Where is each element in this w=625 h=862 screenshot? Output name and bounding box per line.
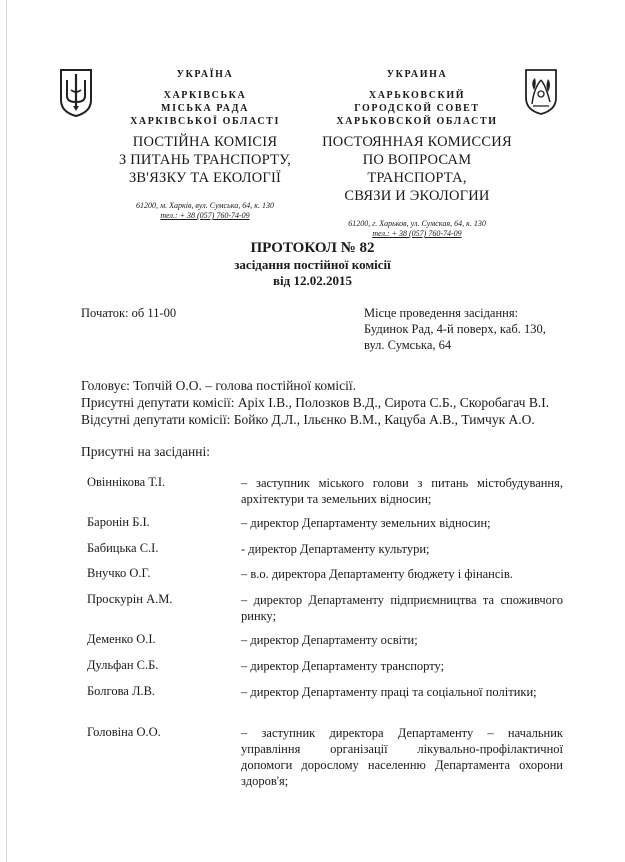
attendee-role: – директор Департаменту транспорту; (241, 659, 445, 673)
attendee-name: Дульфан С.Б. (87, 658, 159, 672)
commission-ru-line-3: СВЯЗИ И ЭКОЛОГИИ (344, 188, 490, 204)
attendee-role: – директор Департаменту підприємництва та споживчого ринку; (241, 593, 563, 623)
present-deputies: Присутні депутати комісії: Аріх І.В., Полозков В.Д., Сирота С.Б., Скоробагач В.І. (81, 395, 550, 410)
attendee-name: Внучко О.Г. (87, 566, 151, 580)
attendee-name: Головіна О.О. (87, 725, 161, 739)
protocol-date: від 12.02.2015 (273, 273, 352, 288)
council-ru-line-1: ХАРЬКОВСКИЙ (368, 90, 466, 101)
council-ua-line-2: МІСЬКА РАДА (161, 103, 249, 114)
attendee-role: - директор Департаменту культури; (241, 542, 430, 556)
attendee-name: Болгова Л.В. (87, 684, 156, 698)
attendee-role: – заступник міського голови з питань містобудування, архітектури та земельних відносин; (241, 476, 563, 506)
phone-ru: тел.: + 38 (057) 760-74-09 (372, 229, 462, 238)
council-ru-line-3: ХАРЬКОВСКОЙ ОБЛАСТИ (336, 116, 498, 127)
attendee-role: – директор Департаменту праці та соціальної політики; (241, 685, 537, 699)
address-ua: 61200, м. Харків, вул. Сумська, 64, к. 130 (136, 201, 274, 210)
country-ru: УКРАИНА (386, 69, 448, 80)
attendee-name: Баронін Б.І. (87, 515, 150, 529)
absent-deputies: Відсутні депутати комісії: Бойко Д.Л., Ільєнко В.М., Кацуба А.В., Тимчук А.О. (81, 412, 535, 427)
venue-line-2: Будинок Рад, 4-й поверх, каб. 130, (364, 322, 546, 336)
attendee-name: Деменко О.І. (87, 632, 156, 646)
protocol-title: ПРОТОКОЛ № 82 (250, 240, 375, 256)
attendee-role: – директор Департаменту земельних відносин; (241, 516, 491, 530)
commission-ua-line-2: З ПИТАНЬ ТРАНСПОРТУ, (118, 152, 292, 168)
address-ru: 61200, г. Харьков, ул. Сумская, 64, к. 130 (348, 219, 486, 228)
venue-line-3: вул. Сумська, 64 (364, 338, 452, 352)
commission-ru-line-1: ПОСТОЯННАЯ КОМИССИЯ (322, 134, 512, 150)
attendee-role: – в.о. директора Департаменту бюджету і фінансів. (241, 567, 513, 581)
country-ua: УКРАЇНА (176, 69, 234, 80)
council-ua-line-1: ХАРКІВСЬКА (163, 90, 247, 101)
protocol-subtitle: засідання постійної комісії (234, 257, 391, 272)
venue-line-1: Місце проведення засідання: (364, 306, 519, 320)
attendee-role: – заступник директора Департаменту – начальник управління організації лікувально-профілактичної допомоги дорослому населенню Департамента охорони здоров'я; (241, 726, 563, 788)
attendee-name: Овіннікова Т.І. (87, 475, 166, 489)
start-time: Початок: об 11-00 (81, 306, 177, 320)
chair-line: Головує: Топчій О.О. – голова постійної комісії. (81, 378, 356, 393)
council-ru-line-2: ГОРОДСКОЙ СОВЕТ (354, 103, 480, 114)
commission-ua-line-1: ПОСТІЙНА КОМІСІЯ (132, 134, 278, 150)
commission-ua-line-3: ЗВ'ЯЗКУ ТА ЕКОЛОГІЇ (128, 170, 282, 186)
attendees-heading: Присутні на засіданні: (81, 444, 211, 459)
council-ua-line-3: ХАРКІВСЬКОЇ ОБЛАСТІ (130, 116, 280, 127)
attendee-role: – директор Департаменту освіти; (241, 633, 418, 647)
attendee-name: Бабицька С.І. (87, 541, 159, 555)
attendee-name: Проскурін А.М. (87, 592, 173, 606)
phone-ua: тел.: + 38 (057) 760-74-09 (160, 211, 250, 220)
commission-ru-line-2: ПО ВОПРОСАМ ТРАНСПОРТА, (362, 152, 472, 186)
